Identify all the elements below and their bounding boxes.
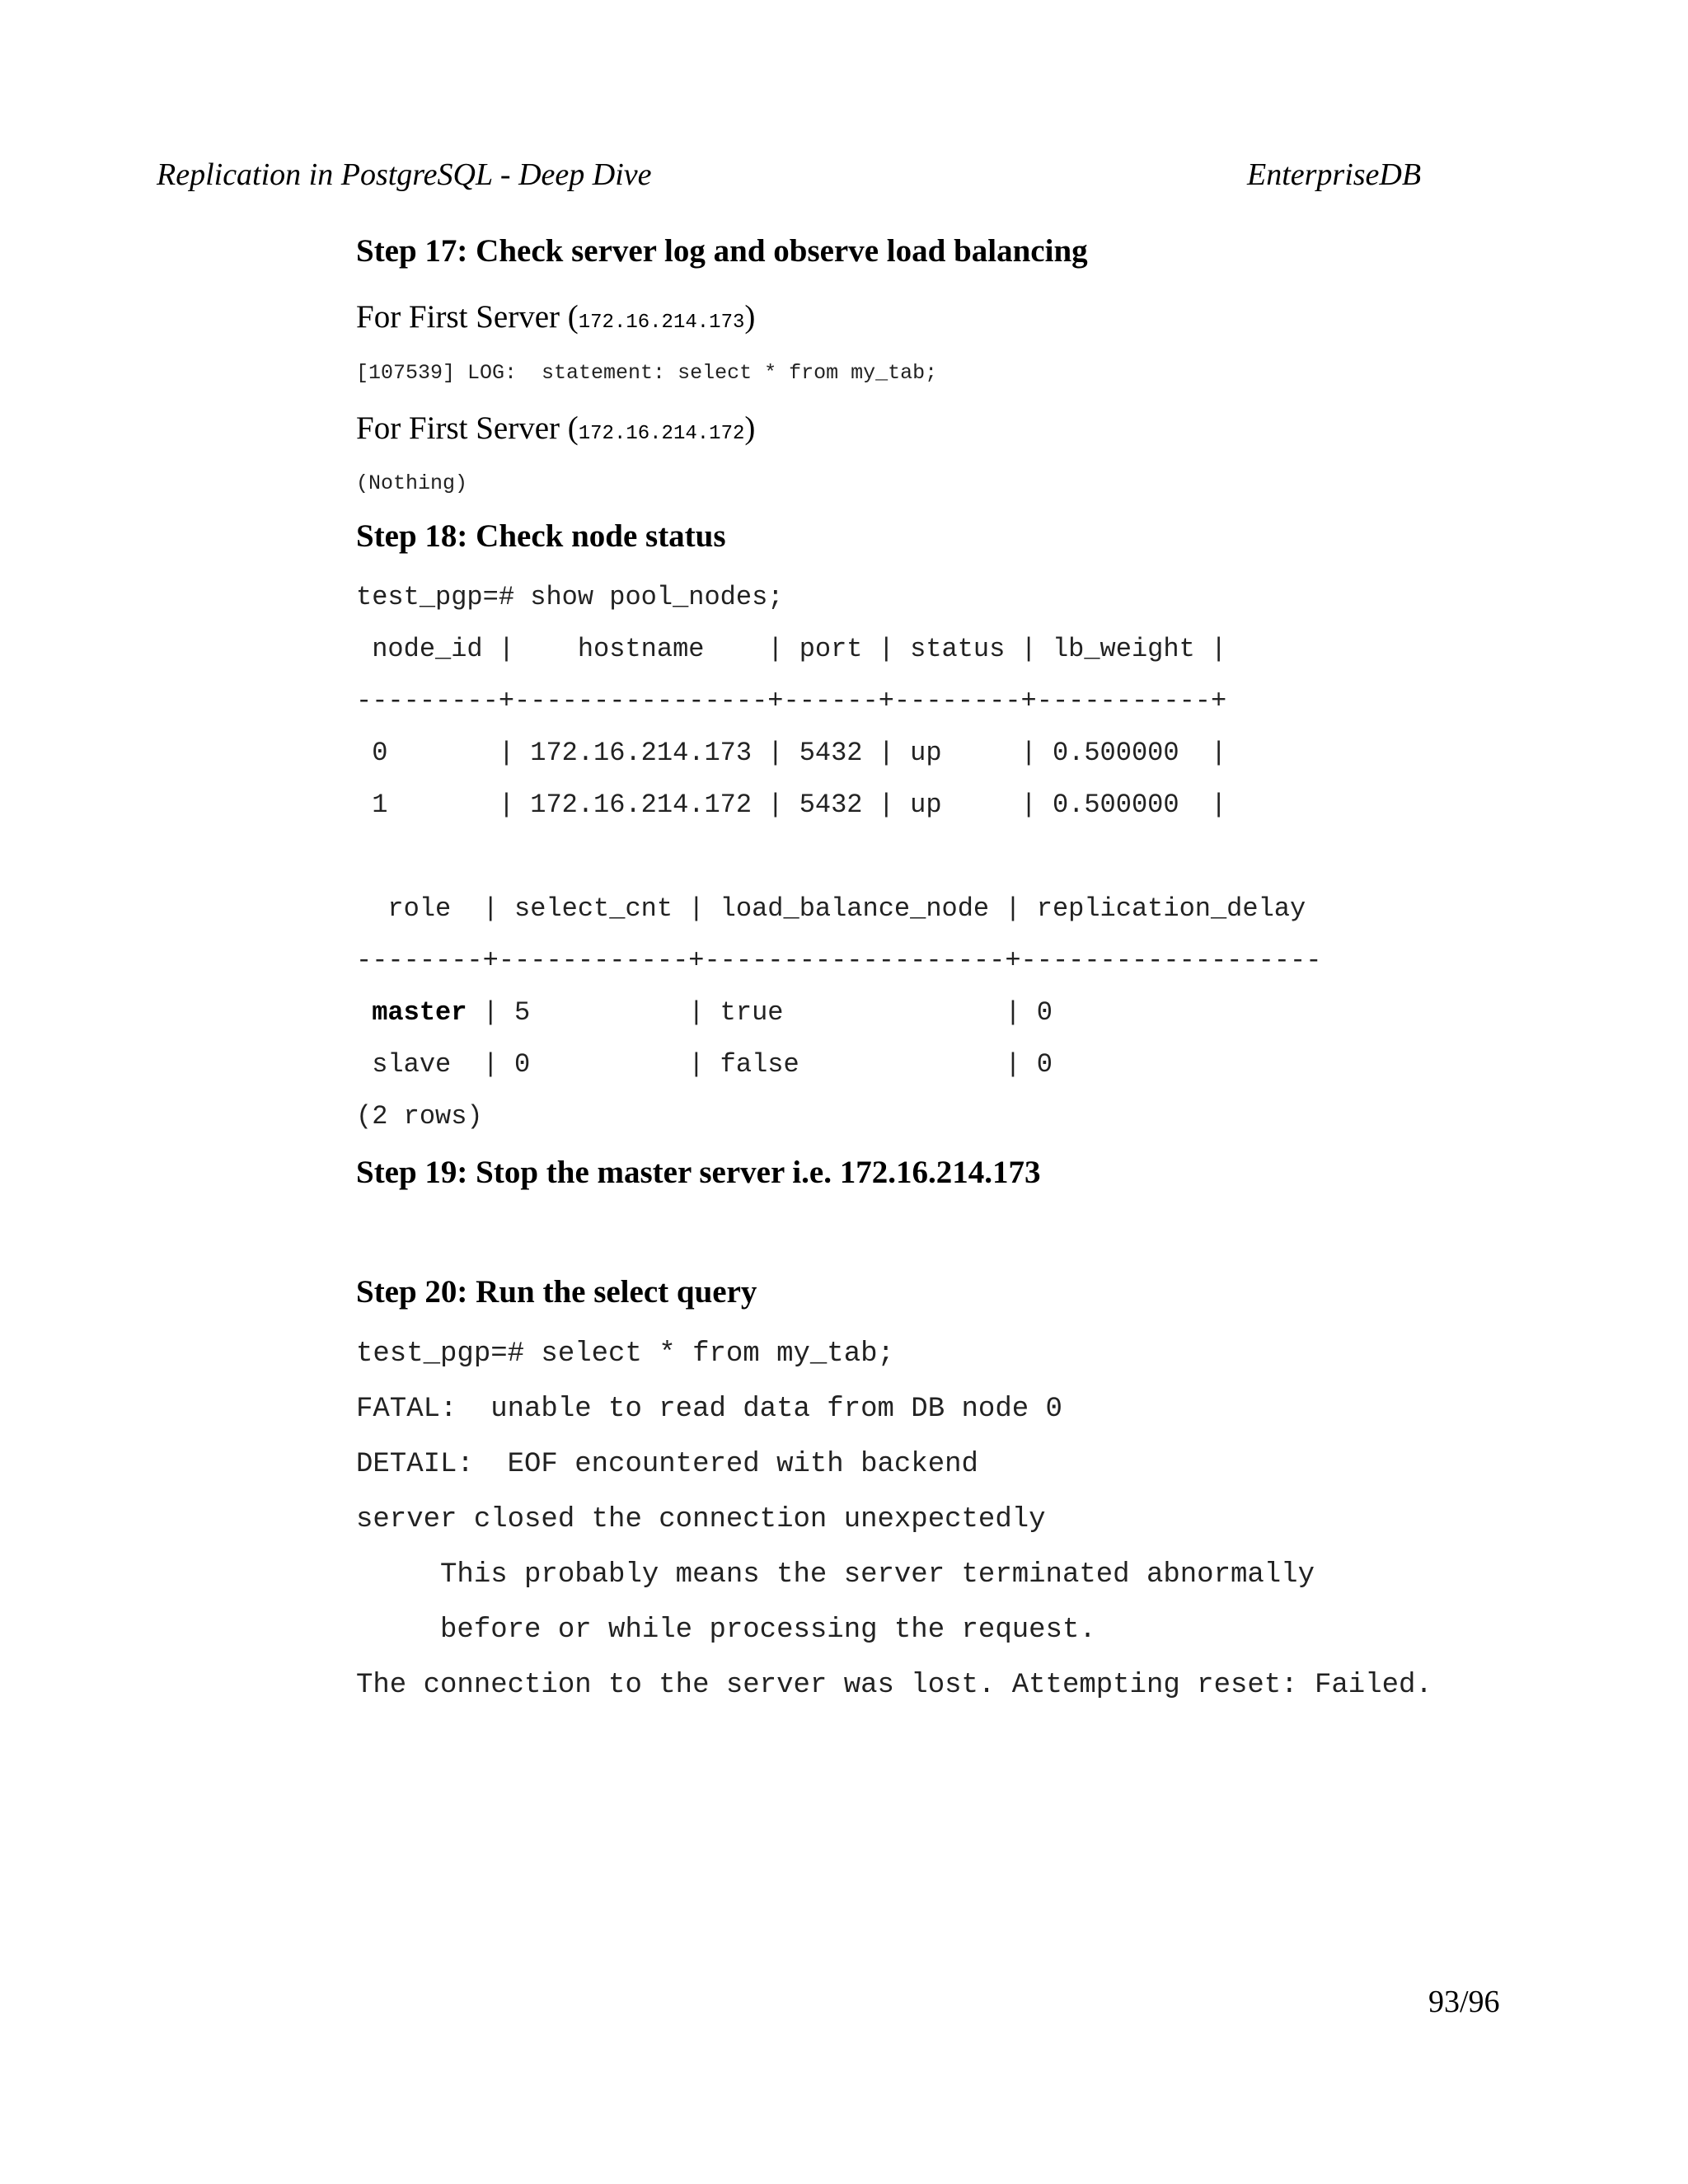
step17-heading: Step 17: Check server log and observe load balancing bbox=[356, 233, 1088, 269]
server2-ip: 172.16.214.172 bbox=[578, 423, 745, 445]
select-command: test_pgp=# select * from my_tab; bbox=[356, 1338, 894, 1370]
server1-label bbox=[356, 298, 755, 335]
step18-heading: Step 18: Check node status bbox=[356, 518, 726, 554]
master-role: master bbox=[372, 997, 467, 1028]
page-number: 93/96 bbox=[1428, 1985, 1500, 2019]
table2-separator: --------+------------+-------------------+------------------- bbox=[356, 945, 1322, 976]
server2-label-suffix: ) bbox=[744, 410, 756, 446]
header-document-title: Replication in PostgreSQL - Deep Dive bbox=[157, 157, 652, 192]
table-row bbox=[356, 997, 1053, 1028]
server2-log: (Nothing) bbox=[356, 471, 468, 495]
table-row: slave | 0 | false | 0 bbox=[356, 1049, 1053, 1080]
server1-label-suffix: ) bbox=[744, 299, 756, 335]
connection-closed-message: server closed the connection unexpectedly bbox=[356, 1504, 1046, 1535]
reset-failed-message: The connection to the server was lost. Attempting reset: Failed. bbox=[356, 1670, 1432, 1701]
table-row: 1 | 172.16.214.172 | 5432 | up | 0.500000 | bbox=[356, 790, 1227, 820]
show-pool-nodes-command: test_pgp=# show pool_nodes; bbox=[356, 582, 784, 612]
abnormal-termination-message: This probably means the server terminated abnormally bbox=[356, 1559, 1315, 1591]
server2-label-prefix: For First Server ( bbox=[356, 410, 579, 446]
table-row: 0 | 172.16.214.173 | 5432 | up | 0.500000 | bbox=[356, 738, 1227, 768]
fatal-message: FATAL: unable to read data from DB node 0 bbox=[356, 1394, 1062, 1425]
server1-ip: 172.16.214.173 bbox=[578, 312, 745, 334]
table2-header: role | select_cnt | load_balance_node | replication_delay bbox=[356, 893, 1306, 924]
table1-header: node_id | hostname | port | status | lb_weight | bbox=[356, 634, 1227, 664]
table1-separator: ---------+----------------+------+--------+-----------+ bbox=[356, 686, 1227, 716]
header-company-name: EnterpriseDB bbox=[1247, 157, 1422, 192]
step20-heading: Step 20: Run the select query bbox=[356, 1274, 757, 1310]
master-row-values: | 5 | true | 0 bbox=[467, 997, 1053, 1028]
row-count: (2 rows) bbox=[356, 1101, 483, 1132]
detail-message: DETAIL: EOF encountered with backend bbox=[356, 1449, 978, 1480]
server1-label-prefix: For First Server ( bbox=[356, 299, 579, 335]
server2-label bbox=[356, 410, 755, 447]
step19-heading: Step 19: Stop the master server i.e. 172.16.214.173 bbox=[356, 1155, 1041, 1190]
server1-log: [107539] LOG: statement: select * from my_tab; bbox=[356, 361, 938, 385]
processing-request-message: before or while processing the request. bbox=[356, 1615, 1096, 1646]
